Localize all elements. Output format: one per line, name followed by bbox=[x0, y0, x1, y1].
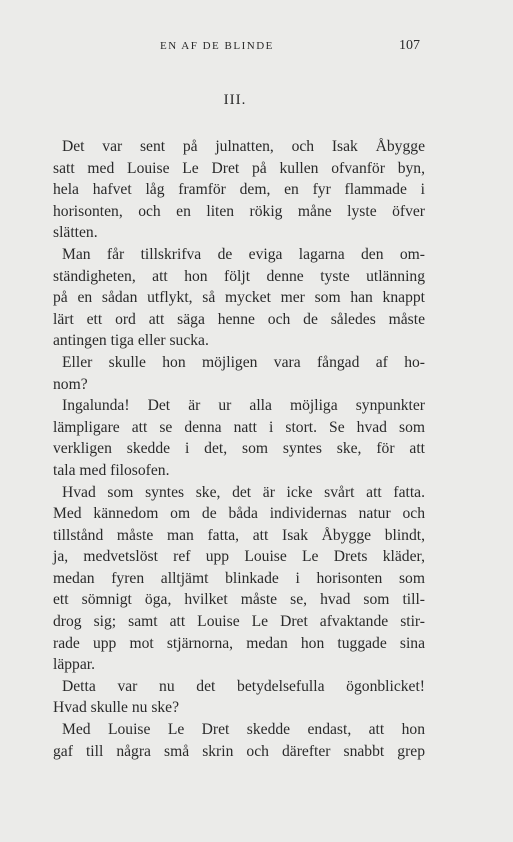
text-line: hela hafvet låg framför dem, en fyr flammade i bbox=[53, 181, 425, 199]
text-line: medan fyren alltjämt blinkade i horisonten som bbox=[53, 569, 425, 587]
text-line: horisonten, och en liten rökig måne lyste öfver bbox=[53, 202, 425, 220]
text-line: Hvad som syntes ske, det är icke svårt att fatta. bbox=[62, 483, 425, 501]
text-line: Med kännedom om de båda individernas natur och bbox=[53, 505, 425, 523]
text-line: ständigheten, att hon följt denne tyste utlänning bbox=[53, 267, 425, 285]
text-line: tillstånd måste man fatta, att Isak Åbygge blindt, bbox=[53, 526, 425, 544]
text-line: lämpligare att se denna natt i stort. Se hvad som bbox=[53, 418, 425, 436]
text-line: satt med Louise Le Dret på kullen ofvanför byn, bbox=[53, 159, 425, 177]
text-line: lärt ett ord att säga henne och de således måste bbox=[53, 310, 425, 328]
text-line: antingen tiga eller sucka. bbox=[53, 332, 209, 350]
text-line: ja, medvetslöst ref upp Louise Le Drets kläder, bbox=[53, 548, 425, 566]
text-line: Hvad skulle nu ske? bbox=[53, 699, 180, 717]
text-line: Ingalunda! Det är ur alla möjliga synpunkter bbox=[62, 397, 425, 415]
text-line: Med Louise Le Dret skedde endast, att hon bbox=[62, 721, 425, 739]
running-title: EN AF DE BLINDE bbox=[160, 40, 274, 52]
body-text bbox=[53, 136, 425, 762]
text-line: Detta var nu det betydelsefulla ögonblicket! bbox=[62, 677, 425, 695]
page-number: 107 bbox=[399, 38, 420, 53]
text-line: gaf till några små skrin och därefter snabbt grep bbox=[53, 742, 425, 760]
text-line: Man får tillskrifva de eviga lagarna den om- bbox=[62, 245, 425, 263]
text-line: ett sömnigt öga, hvilket måste se, hvad som till- bbox=[53, 591, 425, 609]
running-head bbox=[0, 40, 513, 58]
text-line: Eller skulle hon möjligen vara fångad af ho- bbox=[62, 353, 425, 371]
text-line: rade upp mot stjärnorna, medan hon tuggade sina bbox=[53, 634, 425, 652]
text-line: slätten. bbox=[53, 224, 98, 242]
text-line: tala med filosofen. bbox=[53, 461, 170, 479]
text-line: Det var sent på julnatten, och Isak Åbygge bbox=[62, 138, 425, 155]
text-line: drog sig; samt att Louise Le Dret afvaktande stir- bbox=[53, 613, 425, 631]
text-line: nom? bbox=[53, 375, 88, 393]
section-heading: III. bbox=[223, 92, 247, 108]
text-line: verkligen skedde i det, som syntes ske, för att bbox=[53, 440, 425, 458]
text-line: på en sådan utflykt, så mycket mer som han knappt bbox=[53, 289, 425, 307]
text-line: läppar. bbox=[53, 656, 95, 674]
